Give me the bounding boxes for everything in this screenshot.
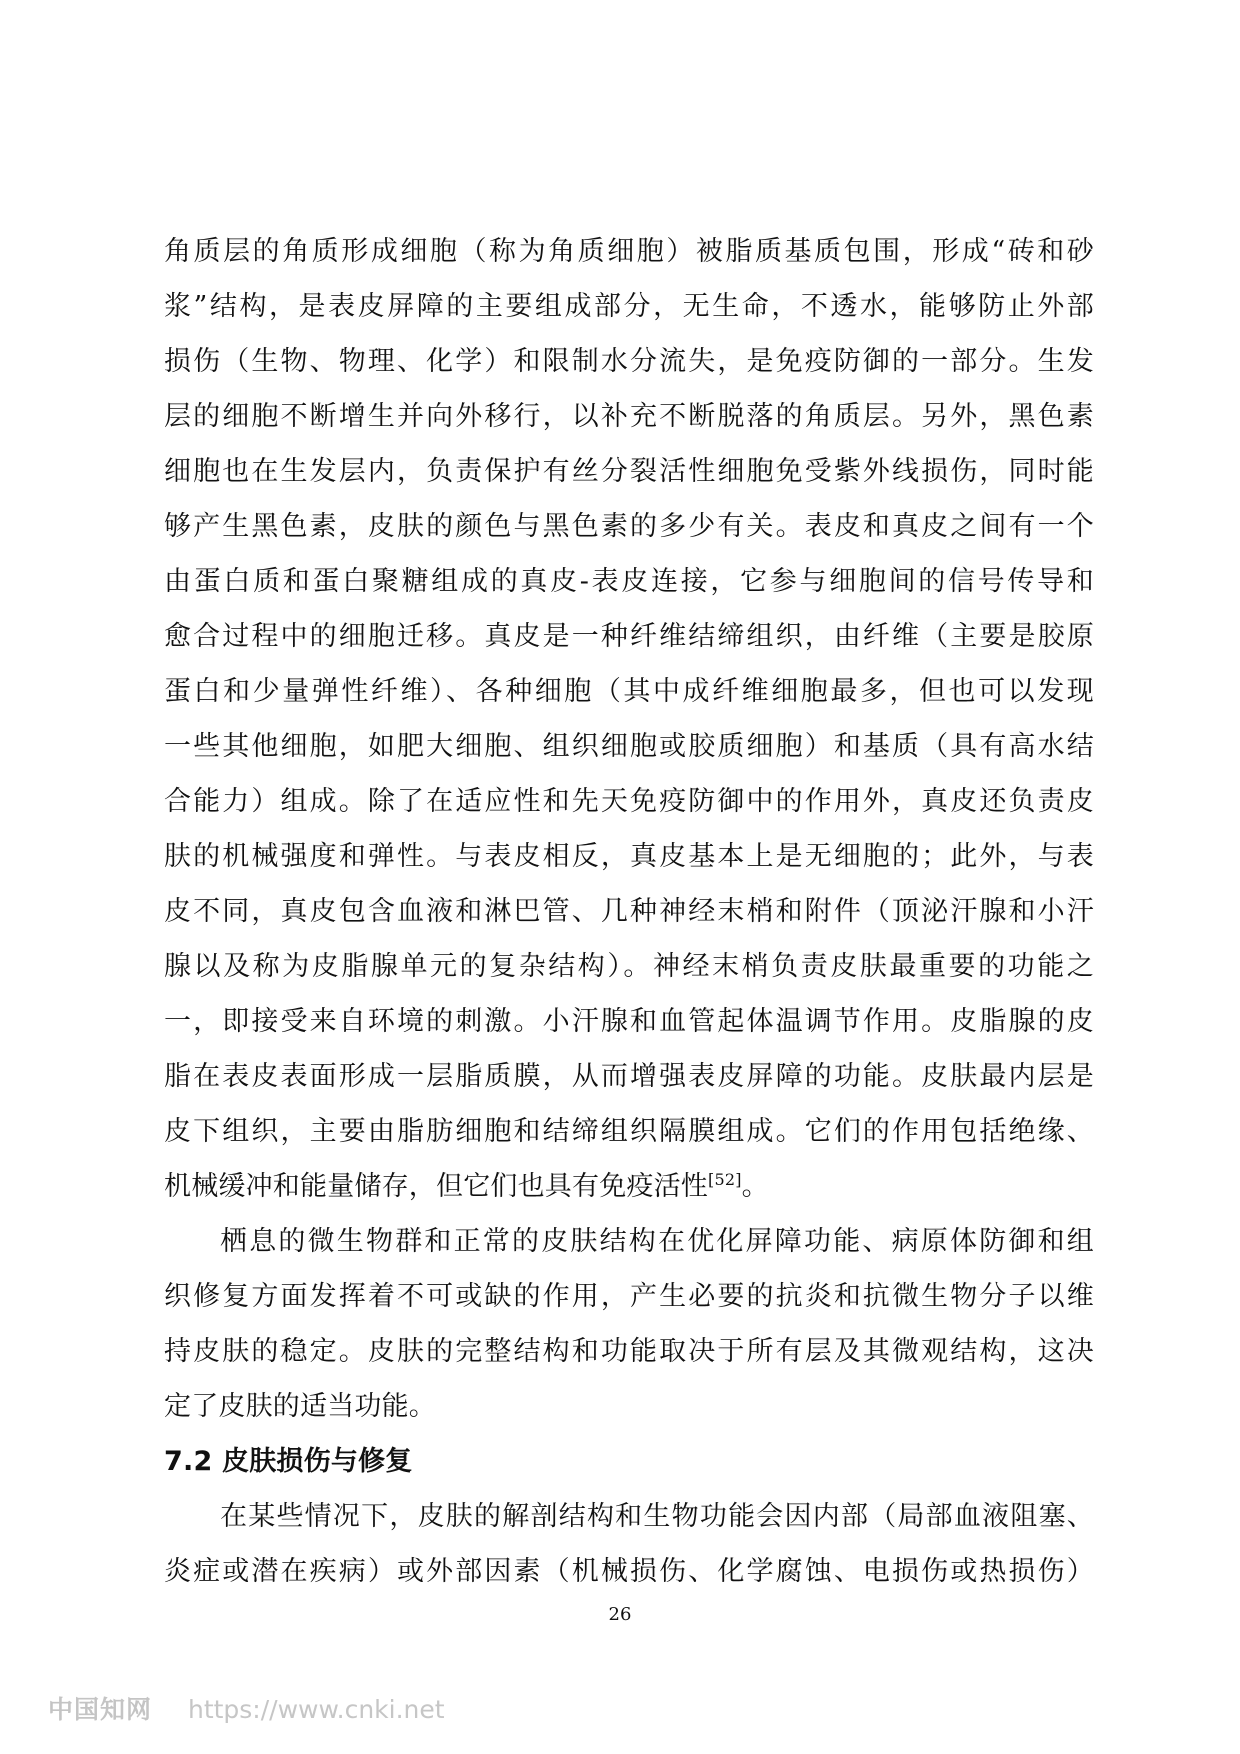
text-line: 愈合过程中的细胞迁移。真皮是一种纤维结缔组织，由纤维（主要是胶原 xyxy=(164,621,1094,652)
text-line: 合能力）组成。除了在适应性和先天免疫防御中的作用外，真皮还负责皮 xyxy=(164,786,1094,817)
watermark xyxy=(48,1690,445,1726)
paragraph-skin-structure xyxy=(164,224,1094,1214)
text-line: 皮不同，真皮包含血液和淋巴管、几种神经末梢和附件（顶泌汗腺和小汗 xyxy=(164,896,1094,927)
text-line: 肤的机械强度和弹性。与表皮相反，真皮基本上是无细胞的；此外，与表 xyxy=(164,841,1094,872)
text-line: 在某些情况下，皮肤的解剖结构和生物功能会因内部（局部血液阻塞、 xyxy=(220,1501,1094,1532)
text-line: 够产生黑色素，皮肤的颜色与黑色素的多少有关。表皮和真皮之间有一个 xyxy=(164,511,1094,542)
watermark-url: https://www.cnki.net xyxy=(187,1695,445,1724)
text-line: 角质层的角质形成细胞（称为角质细胞）被脂质基质包围，形成“砖和砂 xyxy=(164,236,1094,267)
page-content xyxy=(164,224,1094,1599)
text-line: 由蛋白质和蛋白聚糖组成的真皮-表皮连接，它参与细胞间的信号传导和 xyxy=(164,566,1094,597)
text-line: 脂在表皮表面形成一层脂质膜，从而增强表皮屏障的功能。皮肤最内层是 xyxy=(164,1061,1094,1092)
text-fragment: 。 xyxy=(741,1171,769,1202)
text-line: 蛋白和少量弹性纤维）、各种细胞（其中成纤维细胞最多，但也可以发现 xyxy=(164,676,1094,707)
text-line: 一些其他细胞，如肥大细胞、组织细胞或胶质细胞）和基质（具有高水结 xyxy=(164,731,1094,762)
text-line: 栖息的微生物群和正常的皮肤结构在优化屏障功能、病原体防御和组 xyxy=(220,1226,1094,1257)
text-line: 持皮肤的稳定。皮肤的完整结构和功能取决于所有层及其微观结构，这决 xyxy=(164,1336,1094,1367)
paragraph-skin-injury xyxy=(164,1489,1094,1599)
section-heading: 7.2 皮肤损伤与修复 xyxy=(164,1446,413,1477)
page-number: 26 xyxy=(608,1604,632,1625)
text-line: 细胞也在生发层内，负责保护有丝分裂活性细胞免受紫外线损伤，同时能 xyxy=(164,456,1094,487)
paragraph-microbiota xyxy=(164,1214,1094,1434)
text-line: 炎症或潜在疾病）或外部因素（机械损伤、化学腐蚀、电损伤或热损伤） xyxy=(164,1556,1094,1587)
text-line: 定了皮肤的适当功能。 xyxy=(164,1391,436,1422)
text-line: 层的细胞不断增生并向外移行，以补充不断脱落的角质层。另外，黑色素 xyxy=(164,401,1094,432)
text-line: 织修复方面发挥着不可或缺的作用，产生必要的抗炎和抗微生物分子以维 xyxy=(164,1281,1094,1312)
text-line-with-citation xyxy=(164,1159,1094,1214)
text-line: 损伤（生物、物理、化学）和限制水分流失，是免疫防御的一部分。生发 xyxy=(164,346,1094,377)
text-line: 腺以及称为皮脂腺单元的复杂结构）。神经末梢负责皮肤最重要的功能之 xyxy=(164,951,1094,982)
citation-reference: [52] xyxy=(708,1170,742,1189)
text-fragment: 机械缓冲和能量储存，但它们也具有免疫活性 xyxy=(164,1171,708,1202)
text-line: 一，即接受来自环境的刺激。小汗腺和血管起体温调节作用。皮脂腺的皮 xyxy=(164,1006,1094,1037)
watermark-brand: 中国知网 xyxy=(48,1695,153,1724)
text-line: 浆”结构，是表皮屏障的主要组成部分，无生命，不透水，能够防止外部 xyxy=(164,291,1094,322)
text-line: 皮下组织，主要由脂肪细胞和结缔组织隔膜组成。它们的作用包括绝缘、 xyxy=(164,1116,1094,1147)
